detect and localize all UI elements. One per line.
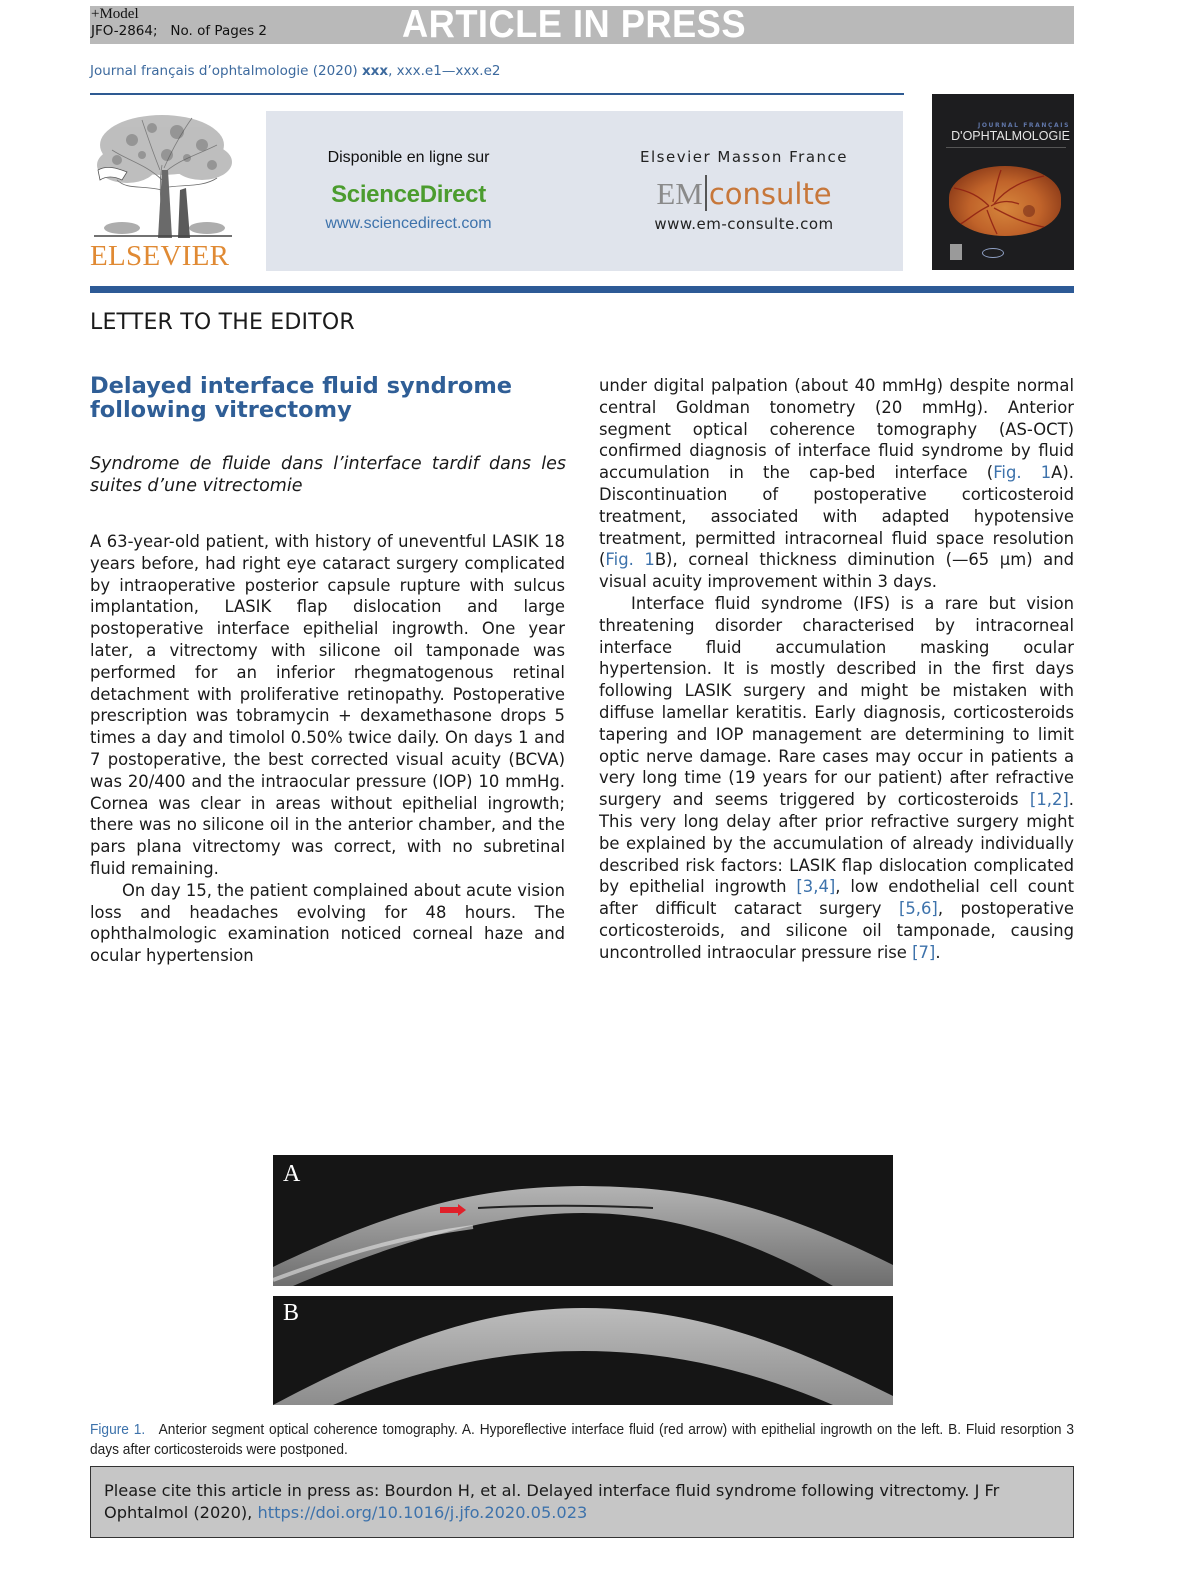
paragraph: On day 15, the patient complained about acute vision loss and headaches evolving for 48 hours. The ophthalmologic examination noticed corneal haze and ocular hypertension [90, 880, 565, 966]
citation-box [90, 1466, 1074, 1538]
doi-link[interactable]: https://doi.org/10.1016/j.jfo.2020.05.023 [257, 1503, 588, 1522]
article-in-press-bar [90, 3, 1074, 46]
retina-vessels-icon [949, 166, 1061, 236]
figure-label: Figure 1. [90, 1422, 146, 1438]
publisher-banner [266, 111, 903, 271]
article-in-press-title: ARTICLE IN PRESS [402, 3, 746, 46]
society-logo-icon [982, 248, 1004, 258]
cover-journal-small: JOURNAL FRANÇAIS [978, 122, 1070, 129]
emconsulte-logo[interactable]: EM consulte [656, 176, 832, 211]
cornea-scan-a [273, 1155, 893, 1286]
elsevier-mini-logo-icon [950, 244, 962, 260]
paragraph: under digital palpation (about 40 mmHg) despite normal central Goldman tonometry (20 mmHg). Anterior segment optical coherence tomography (AS-OCT) confirmed diagnosis of interface fluid syndrome by fluid accumulation in the cap-bed interface (Fig. 1A). Discontinuation of postoperative corticosteroid treatment, associated with adapted hypotensive treatment, permitted intracorneal fluid space resolution (Fig. 1B), corneal thickness diminution (—65 µm) and visual acuity improvement within 3 days. [599, 376, 1074, 592]
header-divider [90, 93, 904, 95]
banner-divider [90, 286, 1074, 293]
figure-1 [273, 1155, 893, 1405]
emconsulte-link[interactable]: www.em-consulte.com [654, 215, 834, 233]
figure-caption: Figure 1. Anterior segment optical coherence tomography. A. Hyporeflective interface fluid (red arrow) with epithelial ingrowth on the left. B. Fluid resorption 3 days after corticosteroids were postponed. [90, 1422, 1075, 1458]
oct-panel-a [273, 1155, 893, 1286]
section-label: LETTER TO THE EDITOR [90, 310, 355, 335]
article-title: Delayed interface fluid syndrome following vitrectomy [90, 373, 513, 423]
figure-ref-link[interactable]: Fig. 1 [605, 550, 655, 570]
figure-ref-link[interactable]: Fig. 1 [993, 463, 1052, 483]
article-subtitle-french: Syndrome de fluide dans l’interface tardif dans les suites d’une vitrectomie [90, 454, 566, 496]
paragraph: A 63-year-old patient, with history of uneventful LASIK 18 years before, had right eye cataract surgery complicated by intraoperative posterior capsule rupture with sulcus implantation, LASIK flap dislocation and large postoperative interface epithelial ingrowth. One year later, a vitrectomy with silicone oil tamponade was performed for an inferior rhegmatogenous retinal detachment with proliferative retinopathy. Postoperative prescription was tobramycin + dexamethasone drops 5 times a day and timolol 0.50% twice daily. On days 1 and 7 postoperative, the best corrected visual acuity (BCVA) was 20/400 and the intraocular pressure (IOP) 10 mmHg. Cornea was clear in areas without epithelial ingrowth; there was no silicone oil in the anterior chamber, and the pars plana vitrectomy was correct, with no subretinal fluid remaining. [90, 532, 565, 878]
citation-ref-link[interactable]: [3,4] [796, 877, 836, 897]
sciencedirect-link[interactable]: www.sciencedirect.com [325, 215, 492, 232]
paragraph: Interface fluid syndrome (IFS) is a rare but vision threatening disorder characterised by intracorneal interface fluid accumulation masking ocular hypertension. It is mostly described in the first days following LASIK surgery and might be mistaken with diffuse lamellar keratitis. Early diagnosis, corticosteroids tapering and IOP management are determining to limit optic nerve damage. Rare cases may occur in patients a very long time (19 years for our patient) after refractive surgery and seems triggered by corticosteroids [1,2]. This very long delay after prior refractive surgery might be explained by the accumulation of already individually described risk factors: LASIK flap dislocation complicated by epithelial ingrowth [3,4], low endothelial cell count after difficult cataract surgery [5,6], postoperative corticosteroids, and silicone oil tamponade, causing uncontrolled intraocular pressure rise [7]. [599, 593, 1074, 962]
retina-photo [949, 166, 1061, 236]
citation-ref-link[interactable]: [5,6] [898, 899, 938, 919]
elsevier-logo [90, 110, 238, 275]
journal-citation-line: Journal français d’ophtalmologie (2020) xxx, xxx.e1—xxx.e2 [90, 63, 501, 79]
available-online-label: Disponible en ligne sur [327, 149, 490, 166]
article-meta [91, 6, 267, 40]
citation-text: Please cite this article in press as: Bourdon H, et al. Delayed interface fluid syndrome following vitrectomy. J Fr Ophtalmol (2020), [104, 1481, 1000, 1522]
model-label: +Model [91, 6, 139, 22]
journal-cover-image [932, 94, 1074, 270]
cornea-scan-b [273, 1296, 893, 1405]
tree-icon [92, 110, 234, 240]
citation-ref-link[interactable]: [7] [912, 942, 936, 962]
elsevier-wordmark: ELSEVIER [90, 240, 230, 272]
article-id: JFO-2864; [91, 23, 158, 39]
cover-journal-title: D'OPHTALMOLOGIE [951, 129, 1070, 143]
oct-panel-b [273, 1296, 893, 1405]
sciencedirect-logo[interactable]: ScienceDirect [331, 181, 486, 208]
elsevier-masson-label: Elsevier Masson France [640, 148, 848, 166]
citation-ref-link[interactable]: [1,2] [1029, 790, 1069, 810]
body-column-left [90, 531, 565, 967]
panel-label-b: B [283, 1300, 300, 1326]
body-column-right [599, 375, 1074, 964]
page-count: No. of Pages 2 [170, 23, 268, 39]
panel-label-a: A [283, 1161, 301, 1187]
